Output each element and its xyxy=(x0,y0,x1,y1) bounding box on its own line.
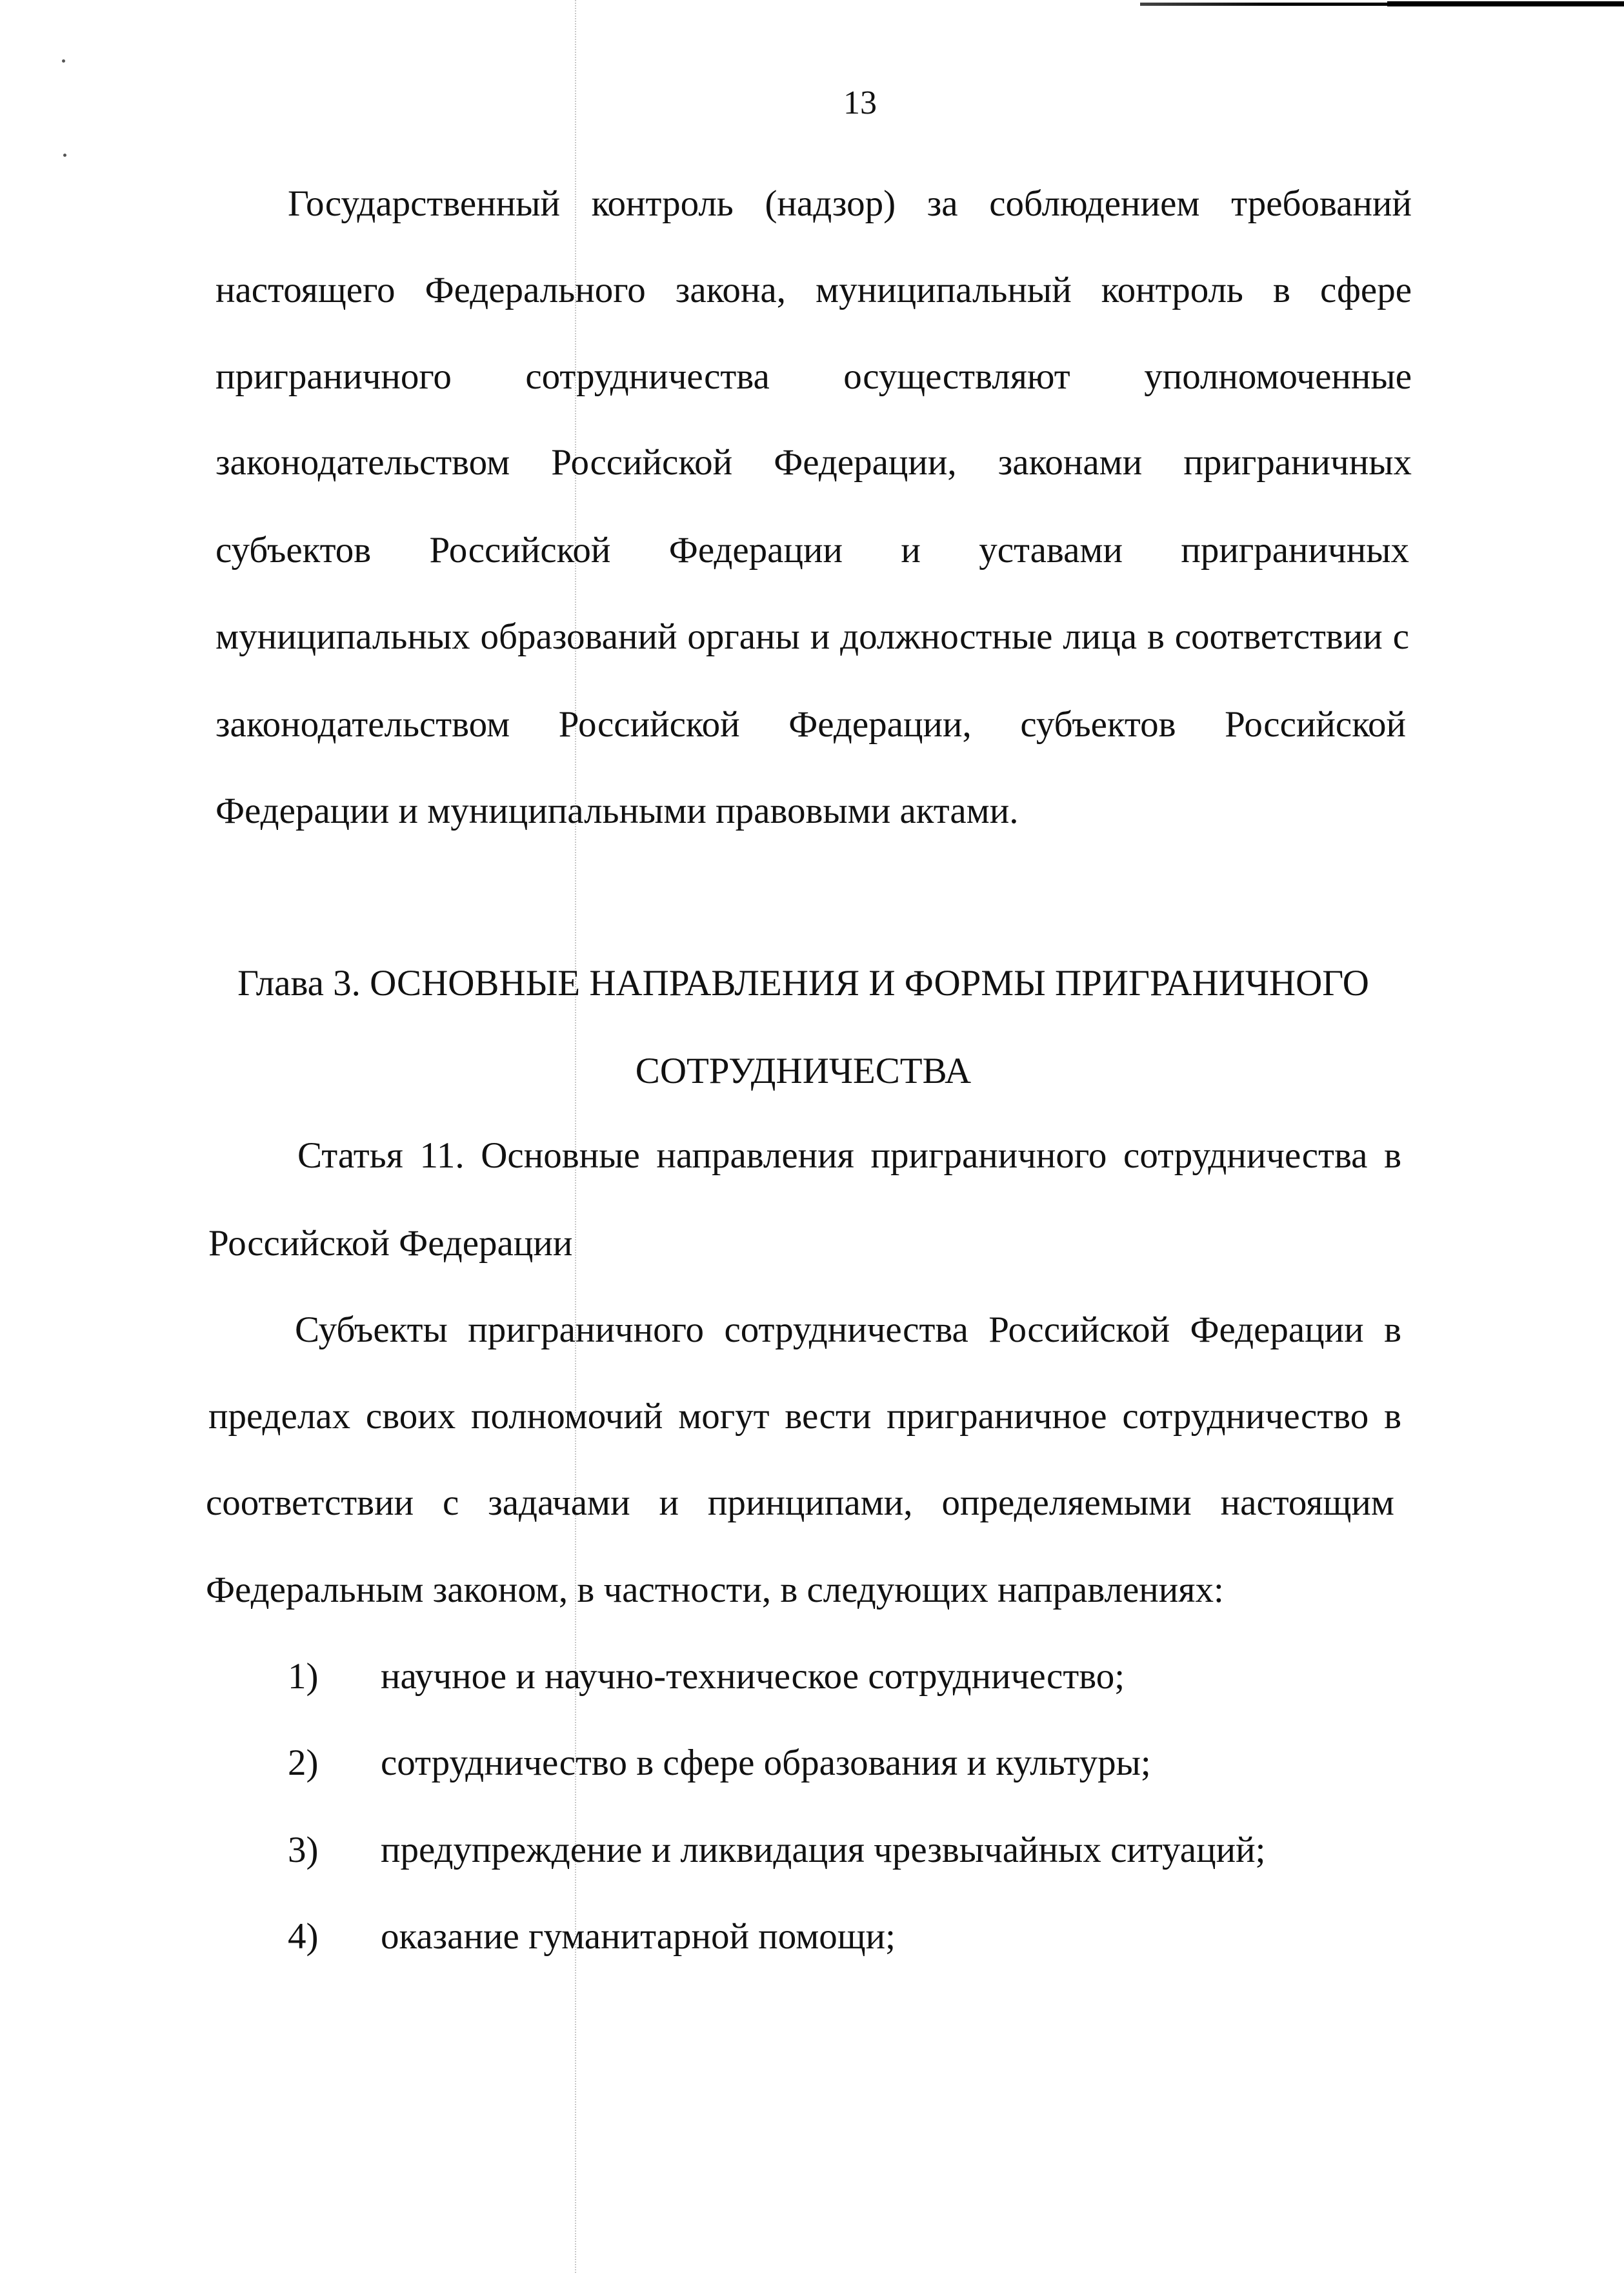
list-item: сотрудничество в сфере образования и культуры; xyxy=(381,1743,1151,1783)
list-number: 3) xyxy=(288,1830,319,1870)
list-item: предупреждение и ликвидация чрезвычайных ситуаций; xyxy=(381,1830,1266,1870)
text-line: Федеральным законом, в частности, в следующих направлениях: xyxy=(206,1570,1224,1610)
list-number: 4) xyxy=(288,1916,319,1957)
text-line: законодательством Российской Федерации, субъектов Российской xyxy=(216,704,1406,745)
text-line: муниципальных образований органы и должностные лица в соответствии с xyxy=(216,616,1409,657)
text-line: субъектов Российской Федерации и уставами приграничных xyxy=(216,530,1409,571)
list-item: оказание гуманитарной помощи; xyxy=(381,1916,896,1957)
scan-speck xyxy=(62,59,65,63)
text-line: Субъекты приграничного сотрудничества Российской Федерации в xyxy=(295,1309,1401,1350)
chapter-title-line: Глава 3. ОСНОВНЫЕ НАПРАВЛЕНИЯ И ФОРМЫ ПРИГРАНИЧНОГО xyxy=(237,963,1369,1004)
article-title-line: Российской Федерации xyxy=(208,1223,573,1264)
text-line: настоящего Федерального закона, муниципальный контроль в сфере xyxy=(216,270,1412,310)
text-line: соответствии с задачами и принципами, определяемыми настоящим xyxy=(206,1482,1394,1523)
list-item: научное и научно-техническое сотрудничество; xyxy=(381,1656,1125,1697)
text-line: Федерации и муниципальными правовыми актами. xyxy=(216,791,1019,831)
text-line: законодательством Российской Федерации, законами приграничных xyxy=(216,442,1412,483)
chapter-title-line: СОТРУДНИЧЕСТВА xyxy=(635,1051,972,1091)
scan-speck xyxy=(63,154,66,157)
list-number: 2) xyxy=(288,1743,319,1783)
article-title-line: Статья 11. Основные направления приграничного сотрудничества в xyxy=(297,1135,1401,1176)
text-line: Государственный контроль (надзор) за соблюдением требований xyxy=(288,183,1412,224)
list-number: 1) xyxy=(288,1656,319,1697)
page-number: 13 xyxy=(843,85,877,121)
text-line: приграничного сотрудничества осуществляют уполномоченные xyxy=(216,356,1412,397)
text-line: пределах своих полномочий могут вести приграничное сотрудничество в xyxy=(208,1396,1401,1437)
scan-top-rule-thick xyxy=(1387,1,1624,6)
